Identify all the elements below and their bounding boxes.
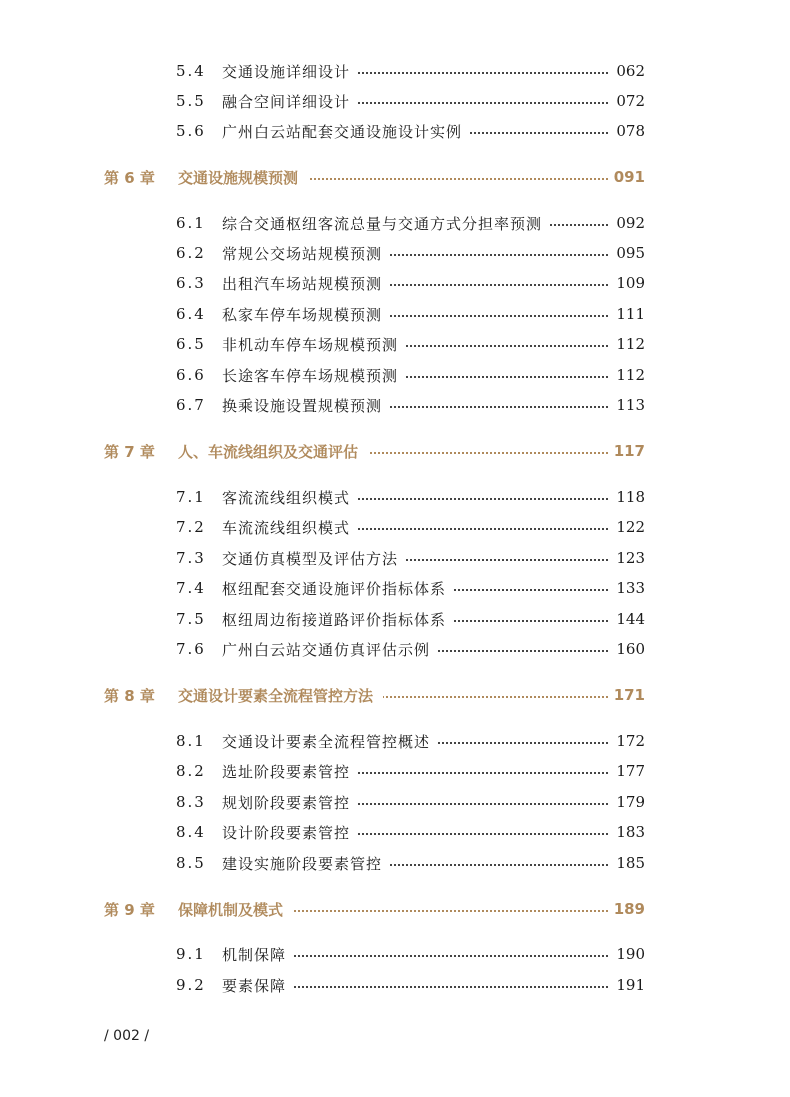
section-page-number: 078 <box>610 122 645 140</box>
section-page-number: 172 <box>610 732 645 750</box>
chapter-label: 第 6 章 <box>104 168 155 187</box>
section-page-number: 123 <box>610 549 645 567</box>
toc-section-entry[interactable] <box>0 790 790 814</box>
section-title: 出租汽车场站规模预测 <box>222 273 390 294</box>
section-page-number: 112 <box>610 335 645 353</box>
section-title: 枢纽配套交通设施评价指标体系 <box>222 578 454 599</box>
section-page-number: 112 <box>610 366 645 384</box>
section-page-number: 118 <box>610 488 645 506</box>
toc-chapter-entry[interactable] <box>0 165 790 189</box>
toc-section-entry[interactable] <box>0 729 790 753</box>
chapter-label: 第 9 章 <box>104 900 155 919</box>
section-title: 机制保障 <box>222 944 294 965</box>
section-number: 8.5 <box>176 854 206 872</box>
toc-chapter-entry[interactable] <box>0 897 790 921</box>
section-page-number: 062 <box>610 62 645 80</box>
section-number: 6.5 <box>176 335 206 353</box>
section-number: 7.5 <box>176 610 206 628</box>
chapter-page-number: 117 <box>608 442 645 460</box>
section-number: 6.1 <box>176 214 206 232</box>
section-number: 7.1 <box>176 488 206 506</box>
toc-section-entry[interactable] <box>0 820 790 844</box>
toc-section-entry[interactable] <box>0 119 790 143</box>
chapter-title: 交通设计要素全流程管控方法 <box>178 685 383 706</box>
toc-chapter-entry[interactable] <box>0 683 790 707</box>
section-title: 常规公交场站规模预测 <box>222 243 390 264</box>
section-number: 5.6 <box>176 122 206 140</box>
toc-section-entry[interactable] <box>0 759 790 783</box>
section-page-number: 160 <box>610 640 645 658</box>
toc-section-entry[interactable] <box>0 546 790 570</box>
section-number: 5.4 <box>176 62 206 80</box>
section-page-number: 183 <box>610 823 645 841</box>
section-title: 换乘设施设置规模预测 <box>222 395 390 416</box>
toc-chapter-entry[interactable] <box>0 439 790 463</box>
toc-section-entry[interactable] <box>0 576 790 600</box>
toc-section-entry[interactable] <box>0 942 790 966</box>
section-page-number: 122 <box>610 518 645 536</box>
section-title: 广州白云站交通仿真评估示例 <box>222 639 438 660</box>
section-number: 8.1 <box>176 732 206 750</box>
section-title: 选址阶段要素管控 <box>222 761 358 782</box>
page-number: / 002 / <box>104 1028 150 1044</box>
chapter-label: 第 7 章 <box>104 442 155 461</box>
toc-section-entry[interactable] <box>0 271 790 295</box>
chapter-title: 人、车流线组织及交通评估 <box>178 441 368 462</box>
toc-section-entry[interactable] <box>0 851 790 875</box>
section-title: 非机动车停车场规模预测 <box>222 334 406 355</box>
section-title: 广州白云站配套交通设施设计实例 <box>222 121 470 142</box>
toc-section-entry[interactable] <box>0 515 790 539</box>
section-title: 交通设施详细设计 <box>222 61 358 82</box>
section-page-number: 133 <box>610 579 645 597</box>
section-title: 长途客车停车场规模预测 <box>222 365 406 386</box>
section-page-number: 109 <box>610 274 645 292</box>
toc-section-entry[interactable] <box>0 211 790 235</box>
section-title: 车流流线组织模式 <box>222 517 358 538</box>
toc-section-entry[interactable] <box>0 241 790 265</box>
section-number: 6.4 <box>176 305 206 323</box>
chapter-title: 保障机制及模式 <box>178 899 293 920</box>
chapter-page-number: 171 <box>608 686 645 704</box>
section-number: 7.2 <box>176 518 206 536</box>
toc-section-entry[interactable] <box>0 89 790 113</box>
section-title: 私家车停车场规模预测 <box>222 304 390 325</box>
section-number: 6.2 <box>176 244 206 262</box>
section-title: 融合空间详细设计 <box>222 91 358 112</box>
section-number: 7.3 <box>176 549 206 567</box>
section-page-number: 191 <box>610 976 645 994</box>
section-page-number: 144 <box>610 610 645 628</box>
section-number: 6.6 <box>176 366 206 384</box>
section-page-number: 177 <box>610 762 645 780</box>
toc-section-entry[interactable] <box>0 607 790 631</box>
section-page-number: 111 <box>610 305 645 323</box>
toc-section-entry[interactable] <box>0 637 790 661</box>
chapter-label: 第 8 章 <box>104 686 155 705</box>
section-page-number: 095 <box>610 244 645 262</box>
section-page-number: 190 <box>610 945 645 963</box>
section-title: 枢纽周边衔接道路评价指标体系 <box>222 609 454 630</box>
section-title: 交通仿真模型及评估方法 <box>222 548 406 569</box>
section-title: 交通设计要素全流程管控概述 <box>222 731 438 752</box>
toc-section-entry[interactable] <box>0 485 790 509</box>
section-title: 设计阶段要素管控 <box>222 822 358 843</box>
section-title: 综合交通枢纽客流总量与交通方式分担率预测 <box>222 213 550 234</box>
section-title: 建设实施阶段要素管控 <box>222 853 390 874</box>
toc-section-entry[interactable] <box>0 302 790 326</box>
chapter-page-number: 091 <box>608 168 645 186</box>
section-title: 要素保障 <box>222 975 294 996</box>
toc-section-entry[interactable] <box>0 363 790 387</box>
section-number: 8.4 <box>176 823 206 841</box>
section-page-number: 113 <box>610 396 645 414</box>
section-number: 8.3 <box>176 793 206 811</box>
section-page-number: 092 <box>610 214 645 232</box>
section-number: 7.6 <box>176 640 206 658</box>
section-page-number: 179 <box>610 793 645 811</box>
section-number: 5.5 <box>176 92 206 110</box>
chapter-title: 交通设施规模预测 <box>178 167 308 188</box>
section-page-number: 072 <box>610 92 645 110</box>
section-number: 7.4 <box>176 579 206 597</box>
section-title: 规划阶段要素管控 <box>222 792 358 813</box>
section-number: 9.1 <box>176 945 206 963</box>
toc-section-entry[interactable] <box>0 59 790 83</box>
section-number: 8.2 <box>176 762 206 780</box>
section-title: 客流流线组织模式 <box>222 487 358 508</box>
toc-section-entry[interactable] <box>0 332 790 356</box>
section-number: 6.3 <box>176 274 206 292</box>
toc-section-entry[interactable] <box>0 393 790 417</box>
chapter-page-number: 189 <box>608 900 645 918</box>
section-number: 6.7 <box>176 396 206 414</box>
section-page-number: 185 <box>610 854 645 872</box>
section-number: 9.2 <box>176 976 206 994</box>
toc-section-entry[interactable] <box>0 973 790 997</box>
